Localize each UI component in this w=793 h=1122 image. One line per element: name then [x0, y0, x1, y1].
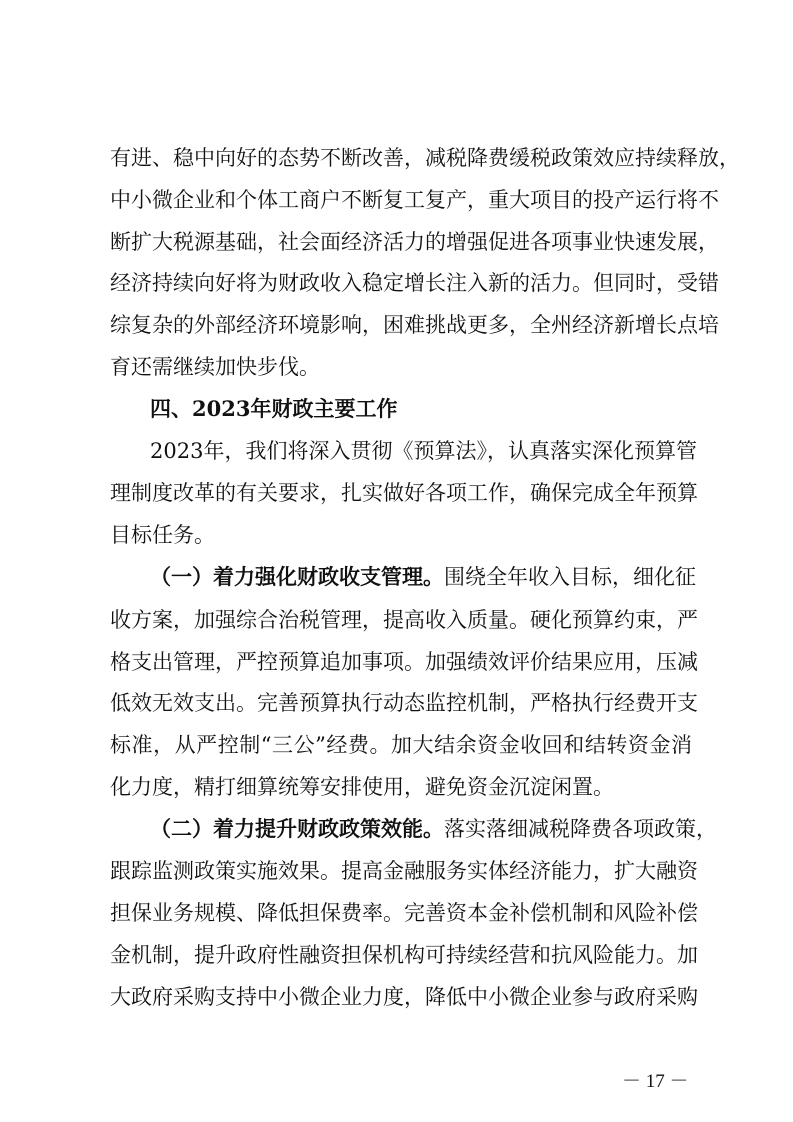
text-line: 中小微企业和个体工商户不断复工复产，重大项目的投产运行将不: [110, 188, 719, 212]
text-line: 综复杂的外部经济环境影响，困难挑战更多，全州经济新增长点培: [110, 313, 719, 337]
text-line: 经济持续向好将为财政收入稳定增长注入新的活力。但同时，受错: [110, 271, 719, 295]
subsection-lead: （一）着力强化财政收支管理。: [150, 564, 444, 589]
text-line: 大政府采购支持中小微企业力度，降低中小微企业参与政府采购: [110, 985, 698, 1009]
text-line: 收方案，加强综合治税管理，提高收入质量。硬化预算约束，严: [110, 608, 698, 632]
text-line: 金机制，提升政府性融资担保机构可持续经营和抗风险能力。加: [110, 943, 698, 967]
text-line: 有进、稳中向好的态势不断改善，减税降费缓税政策效应持续释放，: [110, 146, 740, 170]
text-line: 担保业务规模、降低担保费率。完善资本金补偿机制和风险补偿: [110, 901, 698, 925]
text-span: 落实落细减税降费各项政策，: [444, 817, 717, 841]
text-line: 跟踪监测政策实施效果。提高金融服务实体经济能力，扩大融资: [110, 859, 698, 883]
text-line: 化力度，精打细算统筹安排使用，避免资金沉淀闲置。: [110, 775, 614, 799]
text-line: 低效无效支出。完善预算执行动态监控机制，严格执行经费开支: [110, 691, 698, 715]
text-line: 格支出管理，严控预算追加事项。加强绩效评价结果应用，压减: [110, 650, 698, 674]
text-line: 育还需继续加快步伐。: [110, 355, 320, 379]
section-heading: 四、2023年财政主要工作: [150, 396, 398, 421]
text-line: 断扩大税源基础，社会面经济活力的增强促进各项事业快速发展，: [110, 230, 719, 254]
text-span: 围绕全年收入目标，细化征: [444, 565, 696, 589]
text-line: 2023年，我们将深入贯彻《预算法》，认真落实深化预算管: [150, 439, 697, 463]
text-line: [150, 814, 717, 844]
text-line: [150, 562, 696, 592]
text-line: 目标任务。: [110, 523, 215, 547]
text-line: 标准，从严控制“三公”经费。加大结余资金收回和结转资金消: [110, 733, 692, 757]
subsection-lead: （二）着力提升财政政策效能。: [150, 816, 444, 841]
text-line: 理制度改革的有关要求，扎实做好各项工作，确保完成全年预算: [110, 481, 698, 505]
page-number: － 17 －: [622, 1071, 689, 1092]
